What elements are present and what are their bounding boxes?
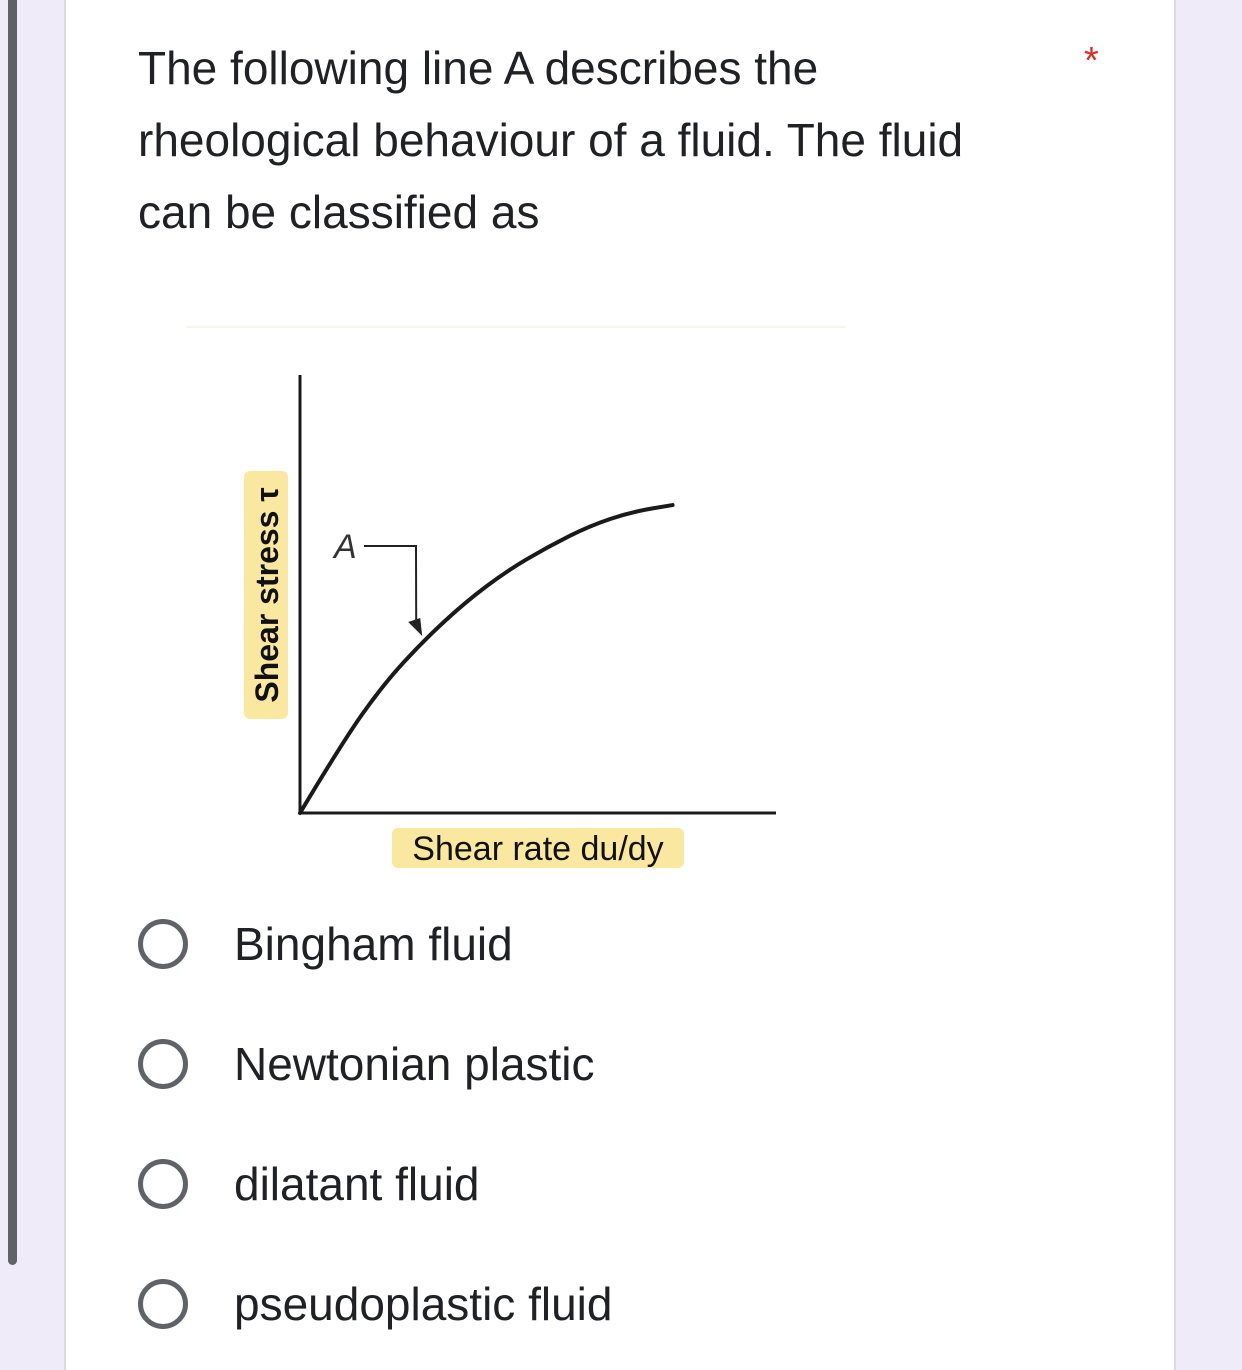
x-axis-label: Shear rate du/dy (412, 830, 664, 868)
question-text: The following line A describes the rheological behaviour of a fluid. The fluid can be classified as (138, 42, 964, 238)
option-newtonian-plastic[interactable] (138, 1004, 612, 1124)
option-label: dilatant fluid (234, 1158, 480, 1210)
radio-button[interactable] (138, 1279, 188, 1329)
option-label: Bingham fluid (234, 918, 513, 970)
annotation-label-A: A (334, 528, 357, 566)
radio-button[interactable] (138, 919, 188, 969)
radio-button[interactable] (138, 1039, 188, 1089)
rheology-chart (66, 0, 1174, 900)
required-asterisk: * (1084, 40, 1099, 82)
answer-options (138, 884, 612, 1364)
y-axis-label: Shear stress τ (249, 487, 285, 703)
option-pseudoplastic-fluid[interactable] (138, 1244, 612, 1364)
option-label: Newtonian plastic (234, 1038, 595, 1090)
y-axis-label-group (244, 471, 288, 719)
annotation-leader (364, 546, 416, 622)
radio-button[interactable] (138, 1159, 188, 1209)
scrollbar[interactable] (8, 0, 17, 1265)
option-dilatant-fluid[interactable] (138, 1124, 612, 1244)
option-bingham-fluid[interactable] (138, 884, 612, 1004)
option-label: pseudoplastic fluid (234, 1278, 613, 1330)
question-card (64, 0, 1176, 1370)
annotation-arrowhead (408, 618, 422, 636)
